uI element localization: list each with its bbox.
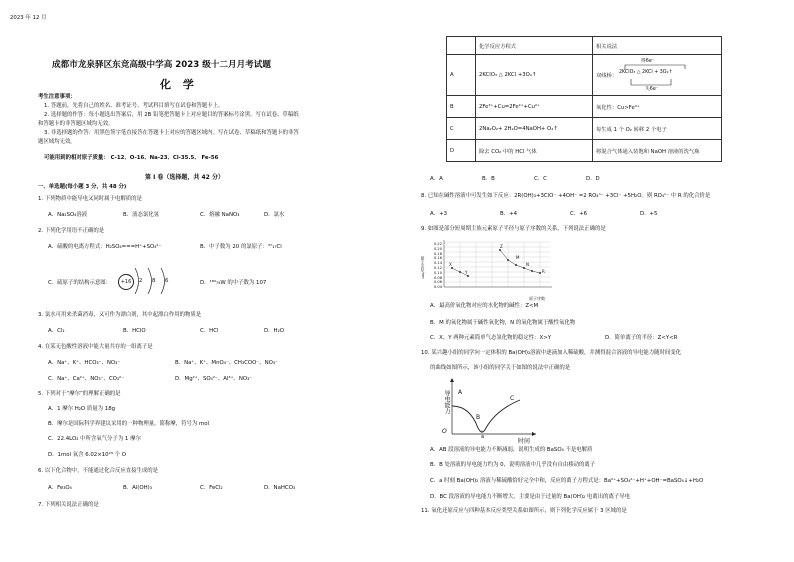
bridge-equation: 2KClO₃ △ 2KCl + 3O₂↑ bbox=[619, 70, 673, 75]
subject-title: 化 学 bbox=[160, 78, 198, 91]
option-b[interactable]: B．B bbox=[482, 176, 495, 182]
point-label-x: X bbox=[449, 262, 452, 267]
point-label-a: A bbox=[458, 389, 463, 396]
option-c[interactable]: C．熔融 NaNO₃ bbox=[200, 212, 240, 218]
notice-item: 1. 答题前，先将自己的姓名、准考证号、考试科目填写在试卷和答题卡上。 bbox=[44, 103, 224, 109]
option-d[interactable]: D．D bbox=[586, 176, 600, 182]
point-label-y: Y bbox=[465, 270, 468, 275]
question-stem: 3. 氯水可用来杀菌消毒，又可作为漂白剂，其中起漂白作用的物质是 bbox=[38, 312, 202, 318]
option-b[interactable]: B．Na⁺、K⁺、MnO₄⁻、CH₃COO⁻、NO₃⁻ bbox=[175, 360, 278, 366]
option-a[interactable]: A．+3 bbox=[430, 211, 448, 217]
question-stem: 11. 氧化还原反应与四种基本反应类型关系如图所示，则下列化学反应属于 3 区域的是 bbox=[421, 508, 627, 514]
double-bridge-lines bbox=[621, 63, 701, 89]
option-c[interactable]: C．HCl bbox=[200, 328, 219, 334]
shell-electron-count: 8 bbox=[152, 278, 156, 284]
graph-y-label: 导电能力 bbox=[443, 390, 450, 414]
row-equation: 2Na₂O₂+ 2H₂O=4NaOH+ O₂↑ bbox=[476, 118, 593, 140]
point-label-b: B bbox=[476, 414, 481, 421]
option-c[interactable]: C．22.4LO₂ 中所含氧气分子为 1 摩尔 bbox=[48, 436, 141, 442]
row-equation: 除去 CO₂ 中的 HCl 气体 bbox=[476, 140, 593, 162]
option-a[interactable]: A．硫酸的电离方程式：H₂SO₄===H⁺+SO₄²⁻ bbox=[48, 244, 162, 250]
row-equation: 2Fe³⁺+Cu=2Fe²⁺+Cu²⁺ bbox=[476, 96, 593, 118]
option-a[interactable]: A．AB 段溶液的导电能力不断减弱，说明生成的 BaSO₄ 不是电解质 bbox=[430, 447, 593, 453]
option-b[interactable]: B．中子数为 20 的氯原子：³⁷₁₇Cl bbox=[200, 244, 282, 250]
shell-electron-count: 6 bbox=[165, 278, 169, 284]
option-b[interactable]: B．B 处溶液的导电能力约为 0，说明溶液中几乎没有自由移动的离子 bbox=[430, 462, 596, 468]
question-stem: 10. 某兴趣小组的同学向一定体积的 Ba(OH)₂溶液中逐滴加入稀硫酸，并测得混合溶液的导电能力随时间变化 bbox=[421, 350, 682, 356]
option-a[interactable]: A．Fe₃O₄ bbox=[48, 485, 72, 491]
option-b[interactable]: B．M 的氧化物属于碱性氧化物，N 的氧化物属于酸性氧化物 bbox=[430, 320, 576, 326]
conductivity-graph bbox=[440, 376, 540, 442]
bridge-gain: 得6e⁻ bbox=[641, 59, 655, 64]
bridge-loss: 失6e⁻ bbox=[645, 87, 659, 92]
row-label: D bbox=[447, 140, 476, 162]
question-stem: 2. 下列化学用语不正确的是 bbox=[38, 228, 105, 234]
option-a[interactable]: A．1 摩尔 H₂O 质量为 18g bbox=[48, 406, 116, 412]
point-label-n: N bbox=[526, 262, 529, 267]
option-b[interactable]: B．HClO bbox=[123, 328, 146, 334]
option-d[interactable]: D．1mol 氧含 6.02×10²³ 个 O bbox=[48, 452, 126, 458]
note-text: 双线桥： bbox=[596, 73, 618, 79]
conductivity-curve bbox=[452, 400, 520, 432]
notice-item: 2. 选择题的作答：每小题选出答案后，用 2B 铅笔把答题卡上对应题目的答案标号涂黑。写在试卷、草稿纸 bbox=[44, 112, 299, 118]
y-tick-labels: 0.22 0.20 0.18 0.16 0.14 0.12 0.10 0.08 0.06 0.04 bbox=[434, 242, 443, 290]
row-label: A bbox=[447, 55, 476, 96]
question-stem: 5. 下列对于“摩尔”的理解正确的是 bbox=[38, 391, 121, 397]
row-note bbox=[593, 55, 722, 96]
option-b[interactable]: B．液态氯化氢 bbox=[123, 212, 160, 218]
question-stem: 6. 以下化合物中，不能通过化合反应直接生成的是 bbox=[38, 468, 159, 474]
graph-origin: O bbox=[442, 428, 447, 435]
q7-table bbox=[446, 36, 722, 162]
point-label-c: C bbox=[510, 395, 515, 402]
option-c[interactable]: C．Na⁺、Ca²⁺、NO₃⁻、CO₃²⁻ bbox=[48, 376, 125, 382]
atomic-radius-chart bbox=[430, 238, 560, 296]
option-a[interactable]: A．最高价氧化物对应的水化物的碱性：Z<M bbox=[430, 303, 539, 309]
row-note: 氧化性：Cu>Fe³⁺ bbox=[593, 96, 722, 118]
notice-item: 3. 非选择题的作答：用黑色签字笔直接答在答题卡上对应的答题区域内。写在试卷、草稿纸和答题卡的非答 bbox=[44, 130, 299, 136]
option-d[interactable]: D．+5 bbox=[640, 211, 658, 217]
x-axis-label: 原子序数 bbox=[529, 296, 545, 301]
exam-title: 成都市龙泉驿区东竞高级中学高 2023 级十二月月考试题 bbox=[52, 60, 271, 70]
point-label-m: M bbox=[516, 255, 520, 260]
notice-item: 题区域均无效。 bbox=[38, 139, 76, 145]
option-a[interactable]: A．A bbox=[430, 176, 443, 182]
option-d[interactable]: D．BC 段溶液的导电能力不断增大，主要是由于过量的 Ba(OH)₂ 电离出的离子导电 bbox=[430, 494, 631, 500]
option-d[interactable]: D．简单离子的半径：Z<Y<R bbox=[605, 335, 678, 341]
y-axis-label: 原子半径/nm bbox=[421, 256, 426, 279]
question-stem: 1. 下列物质中能导电又同时属于电解质的是 bbox=[38, 196, 142, 202]
row-equation: 2KClO₃ △ 2KCl +3O₂↑ bbox=[476, 55, 593, 96]
point-label-z: Z bbox=[500, 244, 503, 249]
option-a[interactable]: A．Cl₂ bbox=[48, 328, 65, 334]
row-label: C bbox=[447, 118, 476, 140]
point-label-a-time: a bbox=[481, 434, 485, 440]
option-a[interactable]: A．Na⁺、K⁺、HCO₃⁻、NO₃⁻ bbox=[48, 360, 121, 366]
row-note: 每生成 1 个 O₂ 转移 2 个电子 bbox=[593, 118, 722, 140]
option-c[interactable]: C．FeCl₂ bbox=[200, 485, 223, 491]
option-c[interactable]: C．硫原子的结构示意图： bbox=[48, 280, 112, 286]
question-stem: 7. 下列相关说法正确的是 bbox=[38, 502, 99, 508]
part1-title: 第 Ⅰ 卷（选择题，共 42 分） bbox=[145, 174, 224, 181]
point-label-r: R bbox=[542, 269, 545, 274]
question-stem: 4. 在某无色酸性溶液中能大量共存的一组离子是 bbox=[38, 344, 153, 350]
question-stem-continued: 的曲线如图所示，该小组的同学关于如图的说法中正确的是 bbox=[430, 365, 571, 371]
sulfur-nucleus: +16 bbox=[118, 274, 134, 290]
question-stem: 8. 已知在碱性溶液中可发生如下反应：2R(OH)₃+3ClO⁻ +4OH⁻ =2 RO₄ⁿ⁻ +3Cl⁻ +5H₂O。则 RO₄ⁿ⁻ 中 R 的化合价是 bbox=[421, 193, 711, 199]
row-note: 将混合气体通入装饱和 NaOH 溶液的洗气瓶 bbox=[593, 140, 722, 162]
option-b[interactable]: B．摩尔是国际科学界建议采用的一种物理量，简称摩，符号为 mol bbox=[48, 421, 210, 427]
table-header: 化学反应方程式 bbox=[476, 37, 593, 55]
section1-title: 一、单选题(每小题 3 分，共 48 分) bbox=[38, 184, 127, 190]
table-header bbox=[447, 37, 476, 55]
option-c[interactable]: C．+6 bbox=[570, 211, 588, 217]
notice-heading: 考生注意事项： bbox=[38, 94, 76, 100]
option-d[interactable]: D．氯水 bbox=[264, 212, 285, 218]
option-b[interactable]: B．+4 bbox=[500, 211, 518, 217]
question-stem: 9. 如图是部分短周期主族元素原子半径与原子序数的关系，下列说法正确的是 bbox=[421, 226, 606, 232]
option-c[interactable]: C．a 时刻 Ba(OH)₂ 溶液与稀硫酸恰好完全中和，反应的离子方程式是：Ba²⁺+SO₄²⁻+H⁺+OH⁻=BaSO₄↓+H₂O bbox=[430, 478, 704, 484]
option-a[interactable]: A．Na₂SO₄溶液 bbox=[48, 212, 88, 218]
atomic-masses: 可能用到的相对原子质量： C-12、O-16、Na-23、Cl-35.5、 Fe-56 bbox=[44, 155, 219, 161]
exam-date: 2023 年 12 月 bbox=[10, 15, 47, 21]
option-c[interactable]: C．C bbox=[534, 176, 547, 182]
option-b[interactable]: B．Al(OH)₃ bbox=[123, 485, 152, 491]
option-d[interactable]: D．H₂O bbox=[264, 328, 284, 334]
shell-electron-count: 2 bbox=[139, 278, 143, 284]
row-label: B bbox=[447, 96, 476, 118]
table-header: 相关说法 bbox=[593, 37, 722, 55]
graph-x-label: 时间 bbox=[518, 438, 531, 445]
notice-item: 和答题卡的非答题区域均无效。 bbox=[38, 121, 114, 127]
option-c[interactable]: C．X、Y 两种元素简单气态氢化物的稳定性：X>Y bbox=[430, 335, 551, 341]
option-d[interactable]: D．NaHCO₃ bbox=[264, 485, 296, 491]
option-d[interactable]: D．Mg²⁺、SO₄²⁻、Al³⁺、NO₃⁻ bbox=[175, 376, 253, 382]
option-d[interactable]: D．¹⁸⁰₇₄W 的中子数为 107 bbox=[200, 280, 267, 286]
